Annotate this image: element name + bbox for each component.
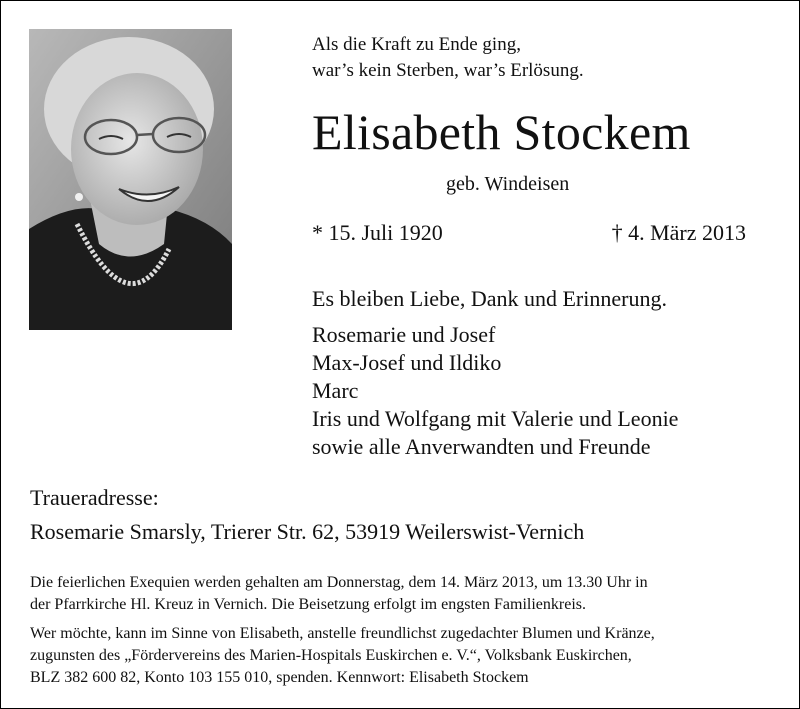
notice-line: BLZ 382 600 82, Konto 103 155 010, spenden. Kennwort: Elisabeth Stockem (30, 669, 529, 686)
family-member: Max-Josef und Ildiko (312, 350, 502, 375)
death-date: † 4. März 2013 (611, 220, 746, 245)
address-value: Rosemarie Smarsly, Trierer Str. 62, 53919 Weilerswist-Vernich (30, 519, 585, 544)
family-member: Marc (312, 378, 359, 403)
deceased-name: Elisabeth Stockem (312, 104, 691, 160)
motto (312, 32, 584, 84)
portrait-photo (29, 29, 232, 330)
motto-line-2: war’s kein Sterben, war’s Erlösung. (312, 60, 584, 81)
notice-line: Die feierlichen Exequien werden gehalten am Donnerstag, dem 14. März 2013, um 13.30 Uhr in (30, 574, 648, 591)
maiden-name: geb. Windeisen (446, 173, 570, 195)
family-member: Iris und Wolfgang mit Valerie und Leonie (312, 406, 679, 431)
notice-line: der Pfarrkirche Hl. Kreuz in Vernich. Die Beisetzung erfolgt im engsten Familienkreis. (30, 596, 586, 613)
family-member: Rosemarie und Josef (312, 322, 496, 347)
notice-line: Wer möchte, kann im Sinne von Elisabeth, anstelle freundlichst zugedachter Blumen und Kränze, (30, 625, 655, 642)
donation-notice (30, 623, 770, 689)
notice-line: zugunsten des „Fördervereins des Marien-Hospitals Euskirchen e. V.“, Volksbank Euskirchen, (30, 647, 632, 664)
memorial-quote: Es bleiben Liebe, Dank und Erinnerung. (312, 286, 667, 311)
motto-line-1: Als die Kraft zu Ende ging, (312, 34, 521, 55)
address-label: Traueradresse: (30, 485, 159, 510)
family-list (312, 321, 678, 461)
birth-date: * 15. Juli 1920 (312, 220, 443, 245)
family-member: sowie alle Anverwandten und Freunde (312, 434, 651, 459)
funeral-notice (30, 572, 770, 616)
